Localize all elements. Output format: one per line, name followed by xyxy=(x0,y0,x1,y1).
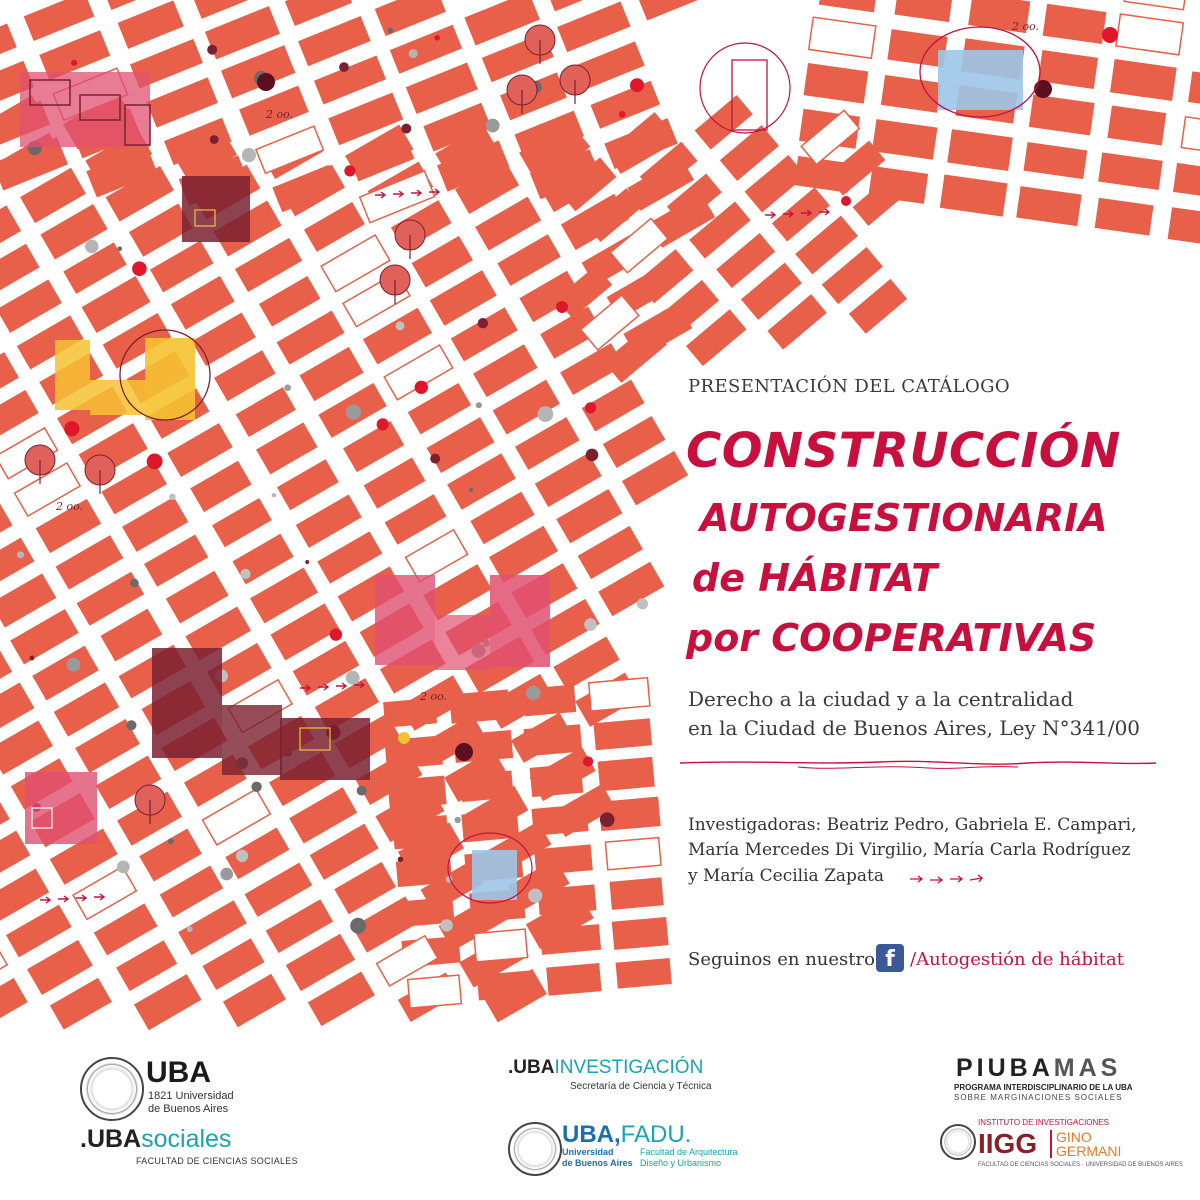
empty-block xyxy=(809,17,876,58)
city-block xyxy=(299,347,363,401)
map-dot xyxy=(586,449,599,462)
uba-sociales-logo xyxy=(80,1125,231,1154)
city-block xyxy=(947,129,1013,171)
title-line-3: de HÁBITAT xyxy=(692,556,938,600)
uba-fadu-logo xyxy=(562,1121,691,1149)
empty-block xyxy=(605,838,661,870)
city-block xyxy=(396,857,452,887)
iigg-sub: FACULTAD DE CIENCIAS SOCIALES · UNIVERSIDAD DE BUENOS AIRES xyxy=(978,1162,1183,1168)
arrow-mark xyxy=(40,897,50,903)
map-dot xyxy=(236,850,248,862)
map-dot xyxy=(64,421,79,436)
city-block xyxy=(190,461,251,512)
city-block xyxy=(406,62,478,114)
city-block xyxy=(285,0,352,26)
city-block xyxy=(1029,94,1095,135)
city-block xyxy=(515,417,580,470)
map-dot xyxy=(841,196,851,206)
facebook-icon[interactable]: f xyxy=(876,944,904,972)
map-dot xyxy=(117,861,130,874)
map-dot xyxy=(67,658,81,672)
uba-fadu-sub: Universidad xyxy=(562,1147,614,1157)
map-dot xyxy=(583,756,593,766)
map-dot xyxy=(207,45,217,55)
iigg-logo-text: IIGG xyxy=(978,1128,1038,1159)
uba-sociales-sub: FACULTAD DE CIENCIAS SOCIALES xyxy=(136,1156,298,1166)
map-dot xyxy=(346,671,360,685)
uba-fadu-sub: Diseño y Urbanismo xyxy=(640,1158,722,1168)
city-block xyxy=(0,869,49,921)
city-block xyxy=(223,974,286,1027)
piubamas-sub: SOBRE MARGINACIONES SOCIALES xyxy=(954,1093,1123,1102)
map-dot xyxy=(346,405,361,420)
city-block xyxy=(94,903,158,955)
empty-block xyxy=(1181,117,1200,156)
city-block xyxy=(1188,71,1200,110)
city-block xyxy=(819,0,879,12)
gino-germani-text xyxy=(1050,1130,1121,1158)
city-block xyxy=(392,815,449,849)
city-block xyxy=(540,924,601,955)
iigg-top-text: INSTITUTO DE INVESTIGACIONES xyxy=(978,1118,1109,1127)
map-dot xyxy=(1102,27,1118,43)
city-block xyxy=(298,16,371,66)
city-block xyxy=(122,497,188,552)
city-block xyxy=(530,763,584,797)
city-block xyxy=(894,0,953,22)
map-dot xyxy=(585,402,596,413)
city-block xyxy=(531,804,588,836)
uba-logo-sub: 1821 Universidad xyxy=(148,1090,234,1102)
map-dot xyxy=(30,656,35,661)
city-block xyxy=(166,571,229,624)
map-dot xyxy=(637,598,648,609)
subtitle-line-2: en la Ciudad de Buenos Aires, Ley N°341/00 xyxy=(688,716,1141,740)
city-block xyxy=(609,877,663,910)
map-dot xyxy=(169,494,176,501)
city-block xyxy=(872,119,938,160)
piubamas-part: UBA xyxy=(987,1054,1054,1082)
city-block xyxy=(881,75,941,113)
map-dot xyxy=(126,720,136,730)
city-block xyxy=(0,244,40,296)
city-block xyxy=(1016,186,1082,226)
map-dot xyxy=(350,918,366,934)
map-dot xyxy=(401,124,411,134)
map-dot xyxy=(619,111,626,118)
city-block xyxy=(460,771,514,802)
distance-label: 2 oo. xyxy=(1012,20,1040,33)
city-block xyxy=(449,689,510,723)
map-dot xyxy=(469,488,473,492)
city-block xyxy=(1110,59,1177,101)
catalog-kicker: PRESENTACIÓN DEL CATÁLOGO xyxy=(688,376,1011,397)
map-dot xyxy=(409,49,418,58)
gino-text: GINO xyxy=(1056,1129,1092,1145)
city-block xyxy=(277,459,339,510)
city-block xyxy=(473,344,538,397)
distance-label: 2 oo. xyxy=(266,108,294,121)
city-block xyxy=(1098,152,1163,190)
city-block xyxy=(24,0,95,41)
map-dot xyxy=(398,732,410,744)
uba-sociales-name: sociales xyxy=(141,1125,232,1153)
city-block xyxy=(245,863,313,917)
city-block xyxy=(160,866,224,918)
uba-fadu-prefix: UBA, xyxy=(562,1121,621,1148)
city-block xyxy=(364,457,426,508)
map-dot xyxy=(240,569,250,579)
piubamas-sub: PROGRAMA INTERDISCIPLINARIO DE LA UBA xyxy=(954,1083,1133,1092)
city-block xyxy=(167,423,233,477)
uba-logo-text: UBA xyxy=(146,1056,211,1089)
distance-label: 2 oo. xyxy=(420,690,448,703)
uba-logo-sub: de Buenos Aires xyxy=(148,1103,229,1115)
city-block xyxy=(546,963,601,996)
uba-fadu-sub: Facultad de Arquitectura xyxy=(640,1147,738,1157)
city-block xyxy=(477,970,532,1000)
map-dot xyxy=(85,240,99,254)
map-dot xyxy=(377,418,389,430)
city-block xyxy=(524,724,583,756)
city-block xyxy=(598,562,664,617)
city-block xyxy=(470,492,534,545)
city-block xyxy=(144,535,208,587)
city-block xyxy=(593,718,652,750)
city-block xyxy=(317,531,382,583)
city-block xyxy=(1023,142,1087,179)
map-dot xyxy=(630,78,644,92)
map-dot xyxy=(526,686,540,700)
building-illustration-dark-1 xyxy=(182,176,250,242)
city-block xyxy=(1043,4,1107,44)
city-block xyxy=(236,387,296,437)
map-dot xyxy=(339,62,349,72)
city-block xyxy=(202,938,264,990)
city-block xyxy=(804,63,869,104)
city-block xyxy=(493,380,560,435)
piubamas-part: MAS xyxy=(1053,1054,1122,1082)
city-block xyxy=(612,917,669,950)
map-dot xyxy=(17,551,24,558)
city-block xyxy=(537,884,596,915)
city-block xyxy=(0,279,62,332)
city-block xyxy=(118,0,184,49)
piubamas-logo xyxy=(956,1054,1121,1083)
map-dot xyxy=(220,868,233,881)
map-dot xyxy=(284,384,291,391)
map-dot xyxy=(441,919,453,931)
iigg-seal-icon xyxy=(940,1124,976,1160)
map-dot xyxy=(455,817,461,823)
map-dot xyxy=(357,786,367,796)
tree-icon xyxy=(395,220,425,259)
uba-investigacion-logo xyxy=(508,1057,703,1079)
city-block xyxy=(637,0,703,21)
map-dot xyxy=(476,402,482,408)
map-dot xyxy=(257,73,275,91)
empty-block xyxy=(1124,0,1188,10)
city-block xyxy=(146,77,217,127)
map-dot xyxy=(398,857,404,863)
city-block xyxy=(385,494,447,545)
uba-fadu-sub: de Buenos Aires xyxy=(562,1158,633,1168)
uba-seal-icon xyxy=(508,1122,562,1176)
map-dot xyxy=(388,28,394,34)
distance-label: 2 oo. xyxy=(56,500,84,513)
city-block xyxy=(116,940,177,991)
map-dot xyxy=(600,812,615,827)
city-block xyxy=(598,757,655,791)
city-block xyxy=(556,489,622,543)
city-block xyxy=(334,862,396,914)
empty-block xyxy=(1116,14,1183,55)
germani-text: GERMANI xyxy=(1056,1143,1122,1159)
map-dot xyxy=(251,782,261,792)
map-dot xyxy=(538,406,554,422)
city-block xyxy=(557,1,630,52)
city-block xyxy=(314,56,386,105)
map-dot xyxy=(242,148,256,162)
map-dot xyxy=(584,618,597,631)
arrow-mark xyxy=(765,212,775,218)
researchers-line-1: Investigadoras: Beatriz Pedro, Gabriela E. Campari, xyxy=(688,815,1137,835)
uba-investigacion-prefix: .UBA xyxy=(508,1057,555,1078)
empty-block xyxy=(408,975,462,1008)
city-block xyxy=(534,844,593,875)
building-illustration-bottom-left xyxy=(25,772,97,844)
map-dot xyxy=(486,119,500,133)
uba-investigacion-sub: Secretaría de Ciencia y Técnica xyxy=(570,1081,712,1092)
map-dot xyxy=(415,381,428,394)
map-dot xyxy=(330,628,342,640)
map-dot xyxy=(147,454,163,470)
map-dot xyxy=(344,165,355,176)
map-dot xyxy=(132,261,147,276)
empty-block xyxy=(474,929,528,962)
city-block xyxy=(375,0,446,36)
map-dot xyxy=(1034,80,1052,98)
empty-block xyxy=(406,530,468,582)
city-block xyxy=(256,422,318,474)
subtitle-line-1: Derecho a la ciudad y a la centralidad xyxy=(688,687,1074,711)
map-dot xyxy=(71,60,77,66)
city-block xyxy=(1095,198,1154,236)
city-block xyxy=(0,978,28,1033)
city-block xyxy=(0,24,17,71)
arrow-mark xyxy=(336,683,346,689)
uba-investigacion-name: INVESTIGACIÓN xyxy=(554,1057,704,1078)
arrow-doodle xyxy=(908,870,998,886)
city-block xyxy=(259,276,320,327)
city-block xyxy=(171,276,235,330)
map-dot xyxy=(187,926,193,932)
map-dot xyxy=(455,743,473,761)
arrow-mark xyxy=(58,896,68,902)
map-dot xyxy=(210,135,219,144)
map-dot xyxy=(478,318,488,328)
city-block xyxy=(1107,106,1166,146)
piubamas-part: PI xyxy=(956,1054,988,1082)
city-block xyxy=(150,241,214,293)
city-block xyxy=(343,421,404,472)
map-dot xyxy=(118,246,123,251)
map-dot xyxy=(130,579,139,588)
map-dot xyxy=(556,301,568,313)
city-block xyxy=(387,776,446,810)
building-illustration-top-left xyxy=(20,72,150,147)
city-block xyxy=(390,25,462,74)
uba-fadu-name: FADU. xyxy=(620,1121,692,1148)
researchers-line-3: y María Cecilia Zapata xyxy=(688,866,885,886)
city-block xyxy=(384,736,442,770)
social-lead-text: Seguinos en nuestro xyxy=(688,949,875,970)
city-block xyxy=(1168,207,1200,247)
map-dot xyxy=(528,889,542,903)
map-dot xyxy=(434,35,440,41)
uba-seal-icon xyxy=(80,1057,144,1121)
city-block xyxy=(1173,163,1200,201)
city-block xyxy=(940,175,1008,217)
map-dot xyxy=(430,454,440,464)
city-block xyxy=(616,958,672,989)
map-dot xyxy=(272,493,276,497)
city-block xyxy=(497,234,560,286)
city-block xyxy=(214,350,276,401)
title-line-2: AUTOGESTIONARIA xyxy=(700,496,1108,540)
title-line-4: por COOPERATIVAS xyxy=(686,616,1097,660)
empty-block xyxy=(589,678,650,711)
map-dot xyxy=(168,838,174,844)
map-dot xyxy=(305,560,309,564)
city-block xyxy=(296,495,362,548)
facebook-page-link[interactable]: /Autogestión de hábitat xyxy=(910,949,1124,970)
city-block xyxy=(50,978,112,1030)
city-block xyxy=(304,202,365,252)
city-block xyxy=(622,451,688,505)
researchers-line-2: María Mercedes Di Virgilio, María Carla Rodríguez xyxy=(688,840,1131,860)
city-block xyxy=(578,526,643,579)
empty-block xyxy=(73,867,136,920)
hand-drawn-underline xyxy=(678,755,1158,775)
city-block xyxy=(212,498,272,547)
building-illustration-yellow xyxy=(55,330,210,420)
city-block xyxy=(139,828,202,881)
uba-sociales-prefix: .UBA xyxy=(80,1125,142,1153)
title-line-1: CONSTRUCCIÓN xyxy=(686,423,1121,479)
city-block xyxy=(603,416,666,468)
map-dot xyxy=(396,321,405,330)
